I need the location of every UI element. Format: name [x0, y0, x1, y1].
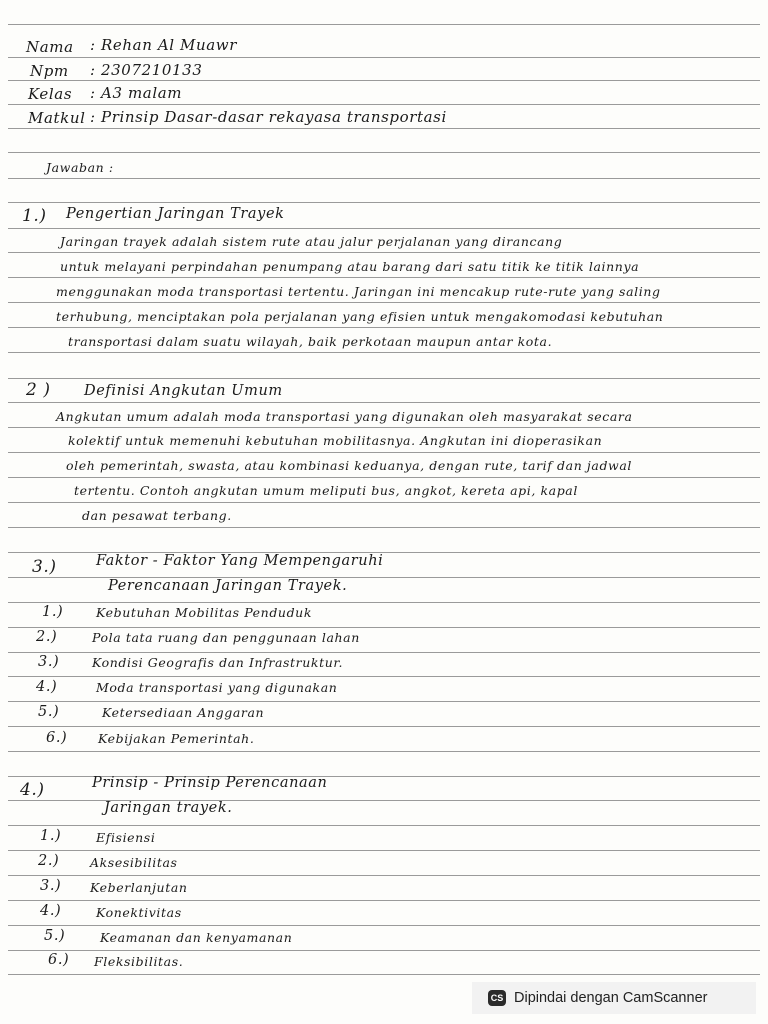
list-item: Pola tata ruang dan penggunaan lahan	[92, 630, 360, 645]
list-number: 4.)	[40, 903, 62, 919]
camscanner-watermark	[472, 982, 756, 1014]
section-2-title: Definisi Angkutan Umum	[84, 383, 283, 399]
list-number: 2.)	[38, 853, 60, 869]
list-number: 3.)	[40, 878, 62, 894]
kelas-label: Kelas	[28, 85, 73, 103]
list-number: 3.)	[38, 654, 60, 670]
npm-value: : 2307210133	[90, 61, 203, 79]
list-item: Kondisi Geografis dan Infrastruktur.	[92, 655, 344, 670]
list-number: 1.)	[40, 828, 62, 844]
kelas-value: : A3 malam	[90, 84, 183, 102]
list-item: Fleksibilitas.	[94, 954, 184, 969]
list-item: Konektivitas	[96, 905, 182, 920]
camscanner-icon: CS	[488, 990, 506, 1006]
list-item: Efisiensi	[96, 830, 156, 845]
paragraph-line: oleh pemerintah, swasta, atau kombinasi keduanya, dengan rute, tarif dan jadwal	[66, 458, 633, 473]
paragraph-line: menggunakan moda transportasi tertentu. Jaringan ini mencakup rute-rute yang saling	[56, 284, 661, 299]
list-number: 6.)	[46, 730, 68, 746]
list-number: 1.)	[42, 604, 64, 620]
section-2-number: 2 )	[26, 380, 51, 400]
section-4-title-line-1: Prinsip - Prinsip Perencanaan	[92, 775, 328, 791]
jawaban-heading: Jawaban :	[46, 160, 114, 175]
list-number: 6.)	[48, 952, 70, 968]
list-item: Keberlanjutan	[90, 880, 188, 895]
list-item: Kebutuhan Mobilitas Penduduk	[96, 605, 313, 620]
matkul-value: : Prinsip Dasar-dasar rekayasa transportasi	[90, 108, 447, 126]
paragraph-line: transportasi dalam suatu wilayah, baik perkotaan maupun antar kota.	[68, 334, 553, 349]
paragraph-line: kolektif untuk memenuhi kebutuhan mobilitasnya. Angkutan ini dioperasikan	[68, 433, 603, 448]
section-1-title: Pengertian Jaringan Trayek	[66, 206, 285, 222]
section-3-title-line-2: Perencanaan Jaringan Trayek.	[108, 578, 348, 594]
nama-label: Nama	[26, 38, 74, 56]
paragraph-line: terhubung, menciptakan pola perjalanan yang efisien untuk mengakomodasi kebutuhan	[56, 309, 664, 324]
matkul-label: Matkul	[28, 109, 86, 127]
section-3-title-line-1: Faktor - Faktor Yang Mempengaruhi	[96, 553, 384, 569]
list-number: 2.)	[36, 629, 58, 645]
section-4-number: 4.)	[20, 780, 45, 800]
list-item: Ketersediaan Anggaran	[102, 705, 265, 720]
section-1-number: 1.)	[22, 206, 47, 226]
list-item: Keamanan dan kenyamanan	[100, 930, 293, 945]
list-item: Moda transportasi yang digunakan	[96, 680, 338, 695]
paragraph-line: Angkutan umum adalah moda transportasi yang digunakan oleh masyarakat secara	[56, 409, 633, 424]
paragraph-line: tertentu. Contoh angkutan umum meliputi bus, angkot, kereta api, kapal	[74, 483, 578, 498]
list-item: Aksesibilitas	[90, 855, 178, 870]
list-number: 4.)	[36, 679, 58, 695]
list-number: 5.)	[38, 704, 60, 720]
paragraph-line: Jaringan trayek adalah sistem rute atau jalur perjalanan yang dirancang	[60, 234, 563, 249]
section-3-number: 3.)	[32, 557, 57, 577]
list-item: Kebijakan Pemerintah.	[98, 731, 255, 746]
npm-label: Npm	[30, 62, 69, 80]
paragraph-line: untuk melayani perpindahan penumpang atau barang dari satu titik ke titik lainnya	[60, 259, 640, 274]
section-4-title-line-2: Jaringan trayek.	[104, 800, 233, 816]
camscanner-label: Dipindai dengan CamScanner	[514, 990, 708, 1006]
nama-value: : Rehan Al Muawr	[90, 36, 237, 54]
paragraph-line: dan pesawat terbang.	[82, 508, 232, 523]
list-number: 5.)	[44, 928, 66, 944]
